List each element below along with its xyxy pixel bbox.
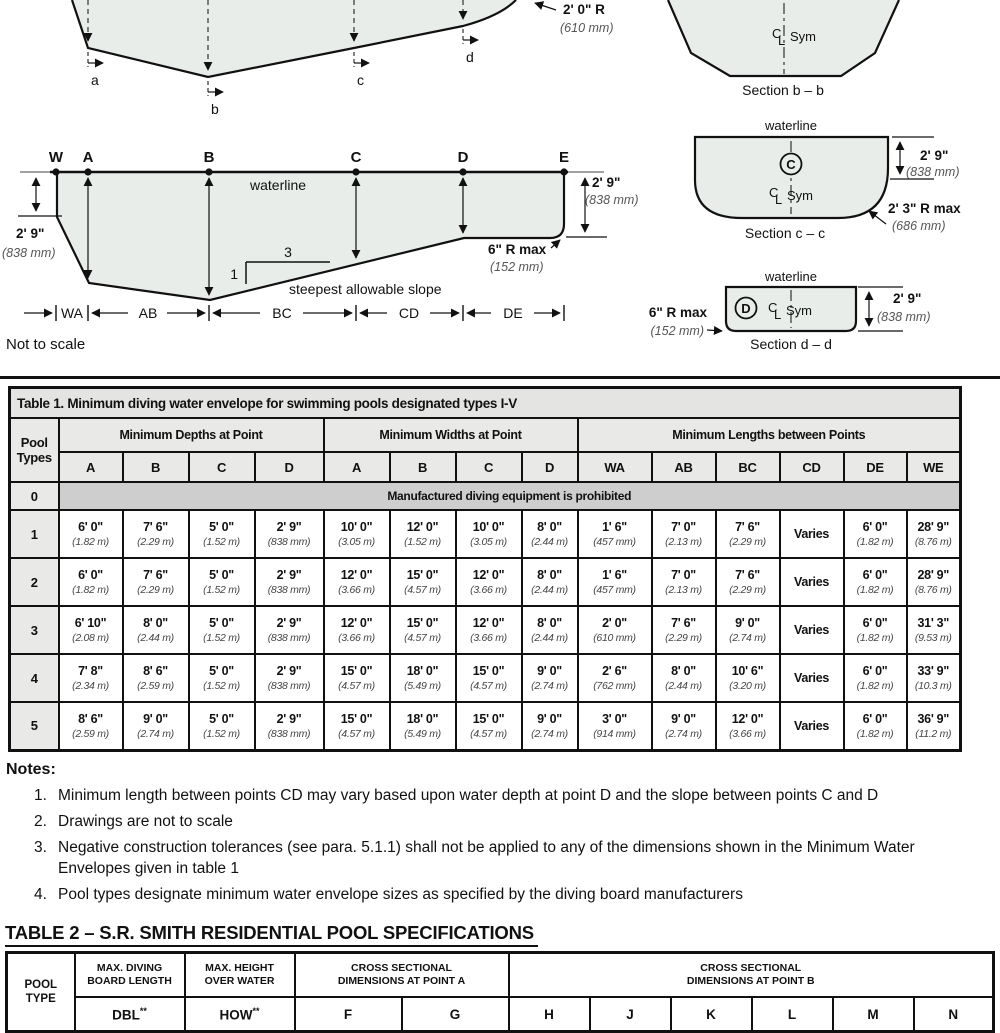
dimension-cell: 6' 0" (1.82 m) [844, 654, 907, 702]
main-profile-diagram [2, 149, 638, 353]
section-dd-depth-metric: (838 mm) [877, 310, 931, 324]
pool-type-cell: 5 [10, 702, 59, 750]
table2-title: TABLE 2 – S.R. SMITH RESIDENTIAL POOL SPECIFICATIONS [5, 922, 538, 947]
table1-data-row [10, 606, 961, 654]
dimension-cell: 6' 0" (1.82 m) [844, 606, 907, 654]
point-dot-a [84, 168, 91, 175]
header-line2: OVER WATER [204, 975, 275, 987]
table2-header-diving-board [75, 953, 185, 998]
segment-label-bc: BC [272, 305, 292, 321]
slope-label: steepest allowable slope [289, 281, 442, 297]
table2-subheader-g: G [402, 997, 509, 1032]
dimension-cell: 12' 0" (3.66 m) [456, 558, 522, 606]
prohibited-note-cell: Manufactured diving equipment is prohibited [59, 482, 961, 510]
centerline-sym-label: Sym [790, 29, 816, 44]
plan-point-label-a: a [91, 72, 99, 88]
dimension-cell: 8' 0" (2.44 m) [522, 558, 578, 606]
table1-title: Table 1. Minimum diving water envelope for swimming pools designated types I-V [10, 388, 961, 419]
dimension-cell: Varies [780, 510, 844, 558]
group-header-lengths: Minimum Lengths between Points [578, 418, 961, 452]
dimension-cell: 5' 0" (1.52 m) [189, 510, 255, 558]
dimension-cell: 7' 6" (2.29 m) [652, 606, 716, 654]
section-dd-radius-leader [707, 330, 722, 331]
dimension-cell: 1' 6" (457 mm) [578, 558, 652, 606]
section-dd-point-letter: D [741, 301, 751, 316]
table2-subheader-f: F [295, 997, 402, 1032]
radius-leader-arrow [535, 3, 556, 10]
section-b-b-diagram [668, 0, 899, 98]
col-header-depth-a: A [59, 452, 123, 482]
slope-run-label: 3 [284, 244, 292, 260]
table2-subheader-n: N [914, 997, 994, 1032]
corner-radius-leader [551, 240, 560, 248]
point-label-a: A [82, 149, 94, 166]
pool-header-line2: Types [16, 450, 52, 465]
header-line2: DIMENSIONS AT POINT B [686, 975, 815, 987]
header-line1: CROSS SECTIONAL [351, 962, 452, 974]
left-depth-label: 2' 9" [16, 226, 45, 241]
dimension-cell: 5' 0" (1.52 m) [189, 606, 255, 654]
not-to-scale-note: Not to scale [6, 336, 86, 353]
table2-subheader-l: L [752, 997, 833, 1032]
col-header-width-d: D [522, 452, 578, 482]
dimension-cell: Varies [780, 654, 844, 702]
dimension-cell: 3' 0" (914 mm) [578, 702, 652, 750]
header-line1: CROSS SECTIONAL [700, 962, 802, 974]
point-label-e: E [558, 149, 570, 166]
table2-subheader-h: H [509, 997, 590, 1032]
right-depth-label: 2' 9" [592, 175, 621, 190]
dimension-cell: 15' 0" (4.57 m) [324, 702, 390, 750]
pool-type-cell: 2 [10, 558, 59, 606]
col-header-length-wa: WA [578, 452, 652, 482]
dimension-cell: 15' 0" (4.57 m) [324, 654, 390, 702]
plan-point-label-b: b [211, 101, 219, 117]
dimension-cell: 7' 8" (2.34 m) [59, 654, 123, 702]
note-text: Minimum length between points CD may vary based upon water depth at point D and the slope between points C and D [58, 787, 879, 804]
col-header-width-a: A [324, 452, 390, 482]
centerline-sym-label: Sym [786, 303, 812, 318]
dimension-cell: 12' 0" (1.52 m) [390, 510, 456, 558]
section-cc-point-letter: C [786, 157, 796, 172]
table1-minimum-diving-envelope [8, 386, 962, 752]
section-cc-radius-metric: (686 mm) [892, 219, 946, 233]
col-header-depth-d: D [255, 452, 324, 482]
notes-section [6, 760, 958, 905]
dimension-cell: 2' 9" (838 mm) [255, 510, 324, 558]
col-header-length-de: DE [844, 452, 907, 482]
table2-pool-type-header [7, 953, 75, 1032]
corner-radius-metric: (152 mm) [490, 260, 544, 274]
waterline-label: waterline [250, 177, 307, 193]
segment-label-de: DE [503, 305, 523, 321]
dimension-cell: 18' 0" (5.49 m) [390, 654, 456, 702]
table2-residential-pool-specs [5, 951, 995, 1033]
note-item [34, 785, 958, 806]
dimension-cell: 28' 9" (8.76 m) [907, 558, 961, 606]
dimension-cell: 6' 0" (1.82 m) [844, 558, 907, 606]
table1-data-row [10, 702, 961, 750]
col-header-length-bc: BC [716, 452, 780, 482]
dimension-cell: Varies [780, 702, 844, 750]
point-dot-d [459, 168, 466, 175]
dimension-cell: 9' 0" (2.74 m) [522, 654, 578, 702]
segment-label-ab: AB [138, 305, 158, 321]
dimension-cell: 31' 3" (9.53 m) [907, 606, 961, 654]
dimension-cell: 12' 0" (3.66 m) [456, 606, 522, 654]
section-c-c-diagram [695, 118, 961, 241]
dimension-cell: 6' 0" (1.82 m) [59, 510, 123, 558]
col-header-depth-c: C [189, 452, 255, 482]
dimension-cell: 2' 9" (838 mm) [255, 558, 324, 606]
dimension-cell: 7' 6" (2.29 m) [123, 558, 189, 606]
point-label-b: B [203, 149, 215, 166]
section-cc-depth-metric: (838 mm) [906, 165, 960, 179]
dimension-cell: 10' 6" (3.20 m) [716, 654, 780, 702]
centerline-l-glyph: L [778, 33, 786, 48]
dimension-cell: 8' 0" (2.44 m) [123, 606, 189, 654]
section-cc-radius-leader [869, 211, 886, 224]
centerline-sym-label: Sym [787, 188, 813, 203]
point-label-d: D [457, 149, 469, 166]
section-dd-waterline-label: waterline [764, 269, 818, 284]
section-dd-radius-label: 6" R max [648, 305, 707, 320]
centerline-c-glyph: C [769, 185, 779, 200]
plan-radius-label: 2' 0" R [563, 2, 605, 17]
table1-row-type0 [10, 482, 961, 510]
pool-header-line1: Pool [20, 435, 48, 450]
table2-header-height-over-water [185, 953, 295, 998]
dimension-cell: 12' 0" (3.66 m) [716, 702, 780, 750]
col-header-length-ab: AB [652, 452, 716, 482]
pool-type-line1: POOL [24, 979, 58, 991]
dimension-cell: 9' 0" (2.74 m) [123, 702, 189, 750]
centerline-c-glyph: C [768, 300, 778, 315]
note-number: 2. [34, 813, 47, 830]
table2-subheader-how: HOW** [185, 997, 295, 1032]
dimension-cell: 2' 0" (610 mm) [578, 606, 652, 654]
dimension-cell: 6' 0" (1.82 m) [844, 510, 907, 558]
dimension-cell: 7' 6" (2.29 m) [123, 510, 189, 558]
table1-pool-types-header [10, 418, 59, 482]
point-label-c: C [350, 149, 362, 166]
dimension-cell: 15' 0" (4.57 m) [390, 606, 456, 654]
dimension-cell: 2' 9" (838 mm) [255, 702, 324, 750]
corner-radius-label: 6" R max [488, 242, 547, 257]
centerline-c-glyph: C [772, 26, 782, 41]
section-dd-title: Section d – d [750, 336, 832, 352]
col-header-depth-b: B [123, 452, 189, 482]
pool-type-cell: 4 [10, 654, 59, 702]
pool-type-cell: 0 [10, 482, 59, 510]
dimension-cell: 5' 0" (1.52 m) [189, 558, 255, 606]
note-number: 3. [34, 839, 47, 856]
left-depth-metric: (838 mm) [2, 246, 56, 260]
note-item [34, 884, 958, 905]
dimension-cell: 6' 0" (1.82 m) [844, 702, 907, 750]
pool-type-cell: 1 [10, 510, 59, 558]
plan-pool-fill [72, 0, 516, 77]
segment-label-cd: CD [398, 305, 420, 321]
dimension-cell: 8' 0" (2.44 m) [522, 510, 578, 558]
section-bb-title: Section b – b [742, 82, 824, 98]
dimension-cell: 5' 0" (1.52 m) [189, 654, 255, 702]
plan-point-label-c: c [357, 72, 364, 88]
dimension-cell: 7' 0" (2.13 m) [652, 558, 716, 606]
dimension-cell: 28' 9" (8.76 m) [907, 510, 961, 558]
table2-section [5, 922, 997, 1033]
section-divider [0, 376, 1000, 379]
plan-radius-metric: (610 mm) [560, 21, 614, 35]
dimension-cell: 12' 0" (3.66 m) [324, 558, 390, 606]
table1-data-row [10, 654, 961, 702]
dimension-cell: 2' 6" (762 mm) [578, 654, 652, 702]
dimension-cell: 6' 0" (1.82 m) [59, 558, 123, 606]
pool-envelope-diagrams [0, 0, 1000, 378]
section-dd-radius-metric: (152 mm) [650, 324, 704, 338]
group-header-widths: Minimum Widths at Point [324, 418, 578, 452]
dimension-cell: 18' 0" (5.49 m) [390, 702, 456, 750]
slope-rise-label: 1 [230, 266, 238, 282]
dimension-cell: 15' 0" (4.57 m) [456, 654, 522, 702]
section-cc-waterline-label: waterline [764, 118, 818, 133]
dimension-cell: 9' 0" (2.74 m) [716, 606, 780, 654]
dimension-cell: 7' 6" (2.29 m) [716, 558, 780, 606]
col-header-length-we: WE [907, 452, 961, 482]
table2-header-point-a [295, 953, 509, 998]
point-dot-w [52, 168, 59, 175]
point-dot-c [352, 168, 359, 175]
plan-profile-diagram [72, 0, 613, 117]
dimension-cell: 5' 0" (1.52 m) [189, 702, 255, 750]
table1-data-row [10, 510, 961, 558]
section-cc-depth-label: 2' 9" [920, 148, 949, 163]
dimension-cell: 8' 0" (2.44 m) [652, 654, 716, 702]
table2-subheader-k: K [671, 997, 752, 1032]
point-dot-e [560, 168, 567, 175]
dimension-cell: 10' 0" (3.05 m) [456, 510, 522, 558]
centerline-l-glyph: L [775, 192, 783, 207]
segment-label-wa: WA [60, 305, 84, 321]
dimension-cell: 2' 9" (838 mm) [255, 606, 324, 654]
dimension-cell: 15' 0" (4.57 m) [456, 702, 522, 750]
dimension-cell: 9' 0" (2.74 m) [652, 702, 716, 750]
dimension-cell: 8' 0" (2.44 m) [522, 606, 578, 654]
dimension-cell: 1' 6" (457 mm) [578, 510, 652, 558]
dimension-cell: 6' 10" (2.08 m) [59, 606, 123, 654]
note-item [34, 837, 958, 879]
header-line2: DIMENSIONS AT POINT A [337, 975, 466, 987]
dimension-cell: Varies [780, 558, 844, 606]
col-header-width-c: C [456, 452, 522, 482]
point-dot-b [205, 168, 212, 175]
col-header-width-b: B [390, 452, 456, 482]
section-d-d-diagram [649, 269, 931, 352]
table2-subheader-m: M [833, 997, 914, 1032]
notes-heading: Notes: [6, 761, 56, 778]
table2-subheader-j: J [590, 997, 671, 1032]
dimension-cell: 7' 0" (2.13 m) [652, 510, 716, 558]
pool-type-line2: TYPE [25, 993, 56, 1005]
header-line1: MAX. HEIGHT [205, 962, 274, 974]
dimension-cell: 36' 9" (11.2 m) [907, 702, 961, 750]
dimension-cell: 8' 6" (2.59 m) [59, 702, 123, 750]
dimension-cell: 7' 6" (2.29 m) [716, 510, 780, 558]
dimension-cell: 9' 0" (2.74 m) [522, 702, 578, 750]
dimension-cell: 33' 9" (10.3 m) [907, 654, 961, 702]
dimension-cell: 2' 9" (838 mm) [255, 654, 324, 702]
note-text: Drawings are not to scale [58, 813, 233, 830]
note-number: 1. [34, 787, 47, 804]
point-label-w: W [48, 149, 64, 166]
header-line2: BOARD LENGTH [87, 975, 172, 987]
note-item [34, 811, 958, 832]
col-header-length-cd: CD [780, 452, 844, 482]
note-text: Negative construction tolerances (see para. 5.1.1) shall not be applied to any of the dimensions shown in the Minimum Water Envelopes given in table 1 [58, 839, 915, 877]
dimension-cell: 15' 0" (4.57 m) [390, 558, 456, 606]
header-line1: MAX. DIVING [96, 962, 163, 974]
dimension-cell: 10' 0" (3.05 m) [324, 510, 390, 558]
plan-point-label-d: d [466, 49, 474, 65]
right-depth-metric: (838 mm) [585, 193, 639, 207]
section-cc-title: Section c – c [744, 225, 826, 241]
dimension-cell: 12' 0" (3.66 m) [324, 606, 390, 654]
table2-subheader-dbl: DBL** [75, 997, 185, 1032]
table1-data-row [10, 558, 961, 606]
group-header-depths: Minimum Depths at Point [59, 418, 324, 452]
dimension-cell: 8' 6" (2.59 m) [123, 654, 189, 702]
dimension-cell: Varies [780, 606, 844, 654]
section-cc-radius-label: 2' 3" R max [888, 201, 961, 216]
note-number: 4. [34, 886, 47, 903]
note-text: Pool types designate minimum water envelope sizes as specified by the diving board manufacturers [58, 886, 743, 903]
section-dd-depth-label: 2' 9" [893, 291, 922, 306]
table2-header-point-b [509, 953, 994, 998]
centerline-l-glyph: L [774, 307, 782, 322]
pool-type-cell: 3 [10, 606, 59, 654]
